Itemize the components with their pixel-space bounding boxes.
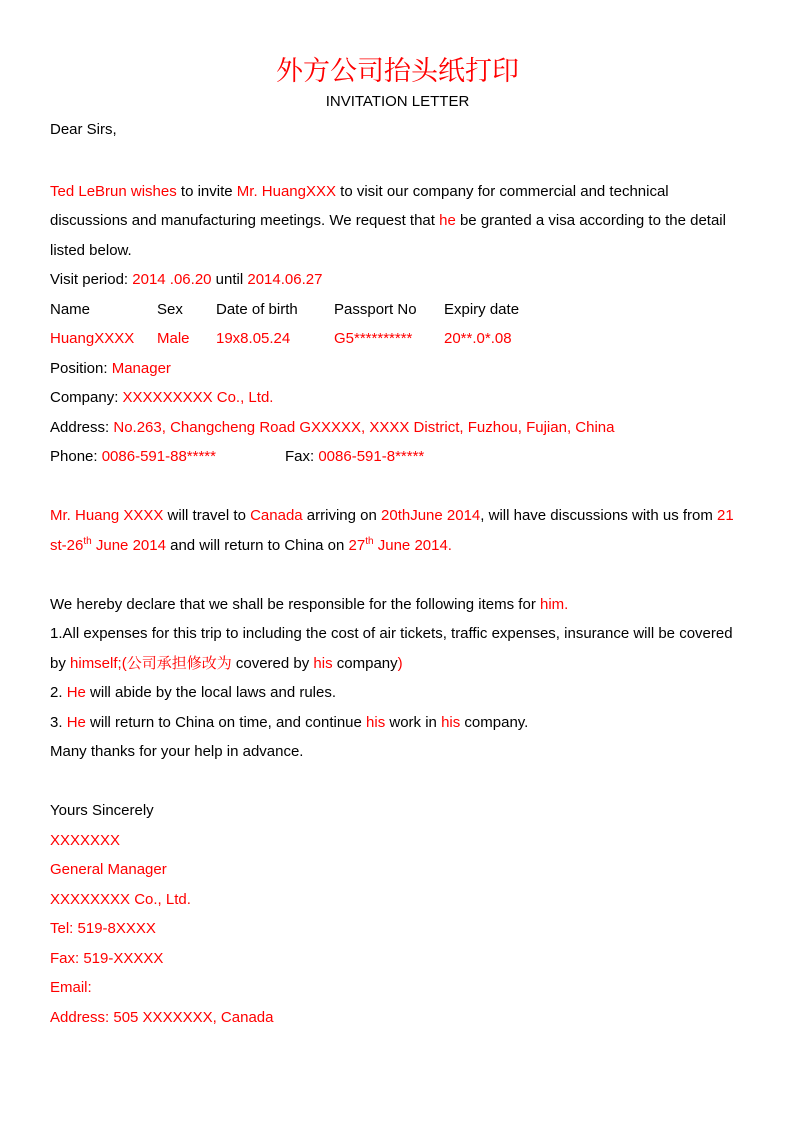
address-line: Address: No.263, Changcheng Road GXXXXX, XXXX District, Fuzhou, Fujian, China <box>50 418 615 436</box>
cell-date-of-birth: 19x8.05.24 <box>216 330 291 347</box>
visit-period-line: Visit period: 2014 .06.20 until 2014.06.27 <box>50 271 323 288</box>
cell-expiry-date: 20**.0*.08 <box>444 330 512 347</box>
travel-paragraph: Mr. Huang XXXX will travel to Canada arriving on 20thJune 2014, will have discussions with us from 21 st-26th June 2014 and will return to China on 27th June 2014. <box>50 507 734 554</box>
salutation: Dear Sirs, <box>50 121 117 138</box>
closing-line: Yours Sincerely <box>50 802 154 819</box>
signatory-company: XXXXXXXX Co., Ltd. <box>50 890 191 908</box>
cell-name: HuangXXXX <box>50 330 135 347</box>
spacer <box>50 145 745 177</box>
table-header-row <box>50 295 745 325</box>
table-data-row <box>50 324 745 354</box>
signatory-tel: Tel: 519-8XXXX <box>50 920 156 937</box>
company-line: Company: XXXXXXXXX Co., Ltd. <box>50 389 274 406</box>
cell-sex: Male <box>157 330 190 347</box>
phone-fax-line <box>50 442 745 472</box>
declaration-line: We hereby declare that we shall be responsible for the following items for him. <box>50 595 569 613</box>
spacer <box>50 767 745 797</box>
passport-table <box>50 295 745 354</box>
table-header-sex: Sex <box>157 300 183 318</box>
signatory-email: Email: <box>50 979 92 996</box>
spacer <box>50 560 745 590</box>
phone-field: Phone: 0086-591-88***** <box>50 448 216 465</box>
signatory-name: XXXXXXX <box>50 831 121 849</box>
table-header-date-of-birth: Date of birth <box>216 300 298 318</box>
return-item: 3. He will return to China on time, and continue his work in his company. <box>50 713 529 731</box>
expenses-item: 1.All expenses for this trip to including the cost of air tickets, traffic expenses, insurance will be covered by himself;(公司承担修改为 covered by his company) <box>50 625 733 672</box>
fax-field: Fax: 0086-591-8***** <box>285 448 425 465</box>
intro-paragraph: Ted LeBrun wishes to invite Mr. HuangXXX to visit our company for commercial and technical discussions and manufacturing meetings. We request that he be granted a visa according to the detail listed below. <box>50 182 726 259</box>
table-header-expiry-date: Expiry date <box>444 300 520 318</box>
table-header-passport-no: Passport No <box>334 300 417 318</box>
signatory-title: General Manager <box>50 861 167 878</box>
cell-passport-no: G5********** <box>334 330 413 347</box>
signatory-address: Address: 505 XXXXXXX, Canada <box>50 1008 274 1026</box>
spacer <box>50 472 745 502</box>
letter-title-chinese: 外方公司抬头纸打印 <box>276 56 519 86</box>
position-line: Position: Manager <box>50 359 171 377</box>
signatory-fax: Fax: 519-XXXXX <box>50 949 164 967</box>
table-header-name: Name <box>50 300 91 318</box>
laws-item: 2. He will abide by the local laws and rules. <box>50 684 337 701</box>
thanks-line: Many thanks for your help in advance. <box>50 743 304 760</box>
letter-subtitle: INVITATION LETTER <box>325 93 470 110</box>
